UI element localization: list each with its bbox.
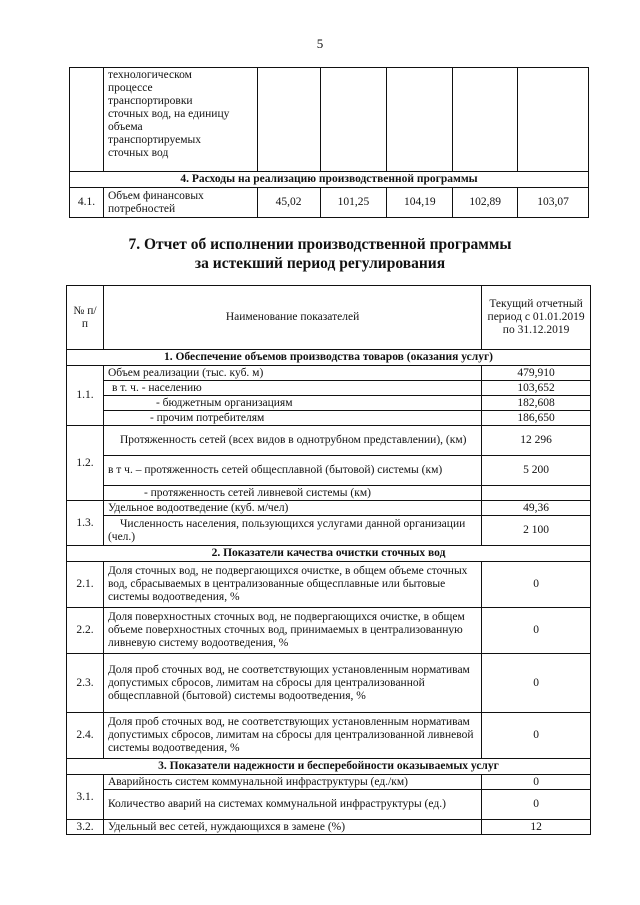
table-row [67, 820, 591, 835]
section-header-row [67, 350, 591, 366]
indicator-value: 12 296 [482, 426, 591, 456]
indicator-value: 0 [482, 713, 591, 759]
table-row [67, 456, 591, 486]
indicator-name: Доля проб сточных вод, не соответствующих установленным нормативам допустимых сбросов, лимитам на сбросы для централизованной ливневой системы водоотведения, % [103, 713, 481, 759]
value-cell [518, 68, 589, 172]
table-row [67, 654, 591, 713]
value-cell [320, 68, 387, 172]
indicator-name: Доля сточных вод, не подвергающихся очистке, в общем объеме сточных вод, сбрасываемых в централизованные общесплавные или бытовые системы водоотведения, % [103, 562, 481, 608]
indicator-name: Доля проб сточных вод, не соответствующих установленным нормативам допустимых сбросов, лимитам на сбросы для централизованной общесплавной (бытовой) системы водоотведения, % [103, 654, 481, 713]
value-cell: 45,02 [257, 188, 320, 218]
continued-text-line: технологическом [107, 69, 192, 81]
indicator-value: 182,608 [482, 396, 591, 411]
section-3-title: 3. Показатели надежности и бесперебойности оказываемых услуг [67, 759, 591, 775]
table-row [67, 486, 591, 501]
table-row [67, 790, 591, 820]
table-row [67, 516, 591, 546]
continued-text-line: сточных вод [107, 147, 169, 159]
table-row [67, 426, 591, 456]
row-number: 1.3. [67, 501, 104, 546]
value-cell: 102,89 [453, 188, 518, 218]
table-row [67, 713, 591, 759]
value-cell: 103,07 [518, 188, 589, 218]
indicator-value: 0 [482, 608, 591, 654]
row-number: 1.1. [67, 366, 104, 426]
value-cell [387, 68, 453, 172]
indicator-name: Объем финансовых потребностей [103, 188, 257, 218]
page-number: 5 [316, 36, 324, 51]
indicator-value: 186,650 [482, 411, 591, 426]
indicator-name: Удельный вес сетей, нуждающихся в замене (%) [103, 820, 481, 835]
indicator-name: Количество аварий на системах коммунальной инфраструктуры (ед.) [103, 790, 481, 820]
row-number: 4.1. [70, 188, 104, 218]
section-2-title: 2. Показатели качества очистки сточных вод [67, 546, 591, 562]
value-cell: 101,25 [320, 188, 387, 218]
table-row [67, 411, 591, 426]
indicator-value: 0 [482, 790, 591, 820]
table-row [70, 68, 589, 172]
section-header-row [67, 759, 591, 775]
row-number-cell [70, 68, 104, 172]
indicator-value: 0 [482, 775, 591, 790]
row-number: 2.3. [67, 654, 104, 713]
indicator-name: Доля поверхностных сточных вод, не подвергающихся очистке, в общем объеме поверхностных сточных вод, принимаемых в централизованную ливневую систему водоотведения, % [103, 608, 481, 654]
indicator-value: 12 [482, 820, 591, 835]
indicator-name: - бюджетным организациям [103, 396, 481, 411]
indicator-value [482, 486, 591, 501]
continued-text-line: объема [107, 121, 143, 133]
report-title-line-1: 7. Отчет об исполнении производственной программы [128, 236, 512, 253]
row-number: 2.4. [67, 713, 104, 759]
table-row [67, 775, 591, 790]
indicator-name: Удельное водоотведение (куб. м/чел) [103, 501, 481, 516]
indicator-value: 103,652 [482, 381, 591, 396]
section-4-title: 4. Расходы на реализацию производственной программы [70, 172, 589, 188]
indicator-name: Объем реализации (тыс. куб. м) [103, 366, 481, 381]
indicator-value: 0 [482, 562, 591, 608]
header-num: № п/п [67, 286, 104, 350]
table-row [67, 608, 591, 654]
indicator-name: - протяженность сетей ливневой системы (км) [103, 486, 481, 501]
indicator-name: Численность населения, пользующихся услугами данной организации (чел.) [103, 516, 481, 546]
value-cell [453, 68, 518, 172]
row-number: 2.2. [67, 608, 104, 654]
table-row [67, 562, 591, 608]
indicator-value: 0 [482, 654, 591, 713]
report-title-line-2: за истекший период регулирования [194, 255, 446, 272]
indicator-name: в т ч. – протяженность сетей общесплавной (бытовой) системы (км) [103, 456, 481, 486]
row-number: 2.1. [67, 562, 104, 608]
continued-text-line: транспортировки [107, 95, 193, 107]
production-program-table-continued [69, 67, 589, 218]
row-number: 3.2. [67, 820, 104, 835]
indicator-value: 49,36 [482, 501, 591, 516]
section-header-row [67, 546, 591, 562]
indicator-name: в т. ч. - населению [103, 381, 481, 396]
table-row [67, 366, 591, 381]
section-header-row [70, 172, 589, 188]
report-table [66, 285, 591, 835]
header-name: Наименование показателей [103, 286, 481, 350]
continued-text-line: транспортируемых [107, 134, 201, 146]
value-cell [257, 68, 320, 172]
continued-indicator-cell [103, 68, 257, 172]
indicator-name: - прочим потребителям [103, 411, 481, 426]
value-cell: 104,19 [387, 188, 453, 218]
indicator-name: Протяженность сетей (всех видов в однотрубном представлении), (км) [103, 426, 481, 456]
continued-text-line: процессе [107, 82, 153, 94]
table-row [67, 381, 591, 396]
row-number: 1.2. [67, 426, 104, 501]
indicator-name: Аварийность систем коммунальной инфраструктуры (ед./км) [103, 775, 481, 790]
table-row [67, 501, 591, 516]
table-row [67, 396, 591, 411]
indicator-value: 2 100 [482, 516, 591, 546]
header-row [67, 286, 591, 350]
section-1-title: 1. Обеспечение объемов производства товаров (оказания услуг) [67, 350, 591, 366]
indicator-value: 479,910 [482, 366, 591, 381]
continued-text-line: сточных вод, на единицу [107, 108, 230, 120]
header-period: Текущий отчетный период с 01.01.2019 по 31.12.2019 [482, 286, 591, 350]
table-row [70, 188, 589, 218]
row-number: 3.1. [67, 775, 104, 820]
indicator-value: 5 200 [482, 456, 591, 486]
